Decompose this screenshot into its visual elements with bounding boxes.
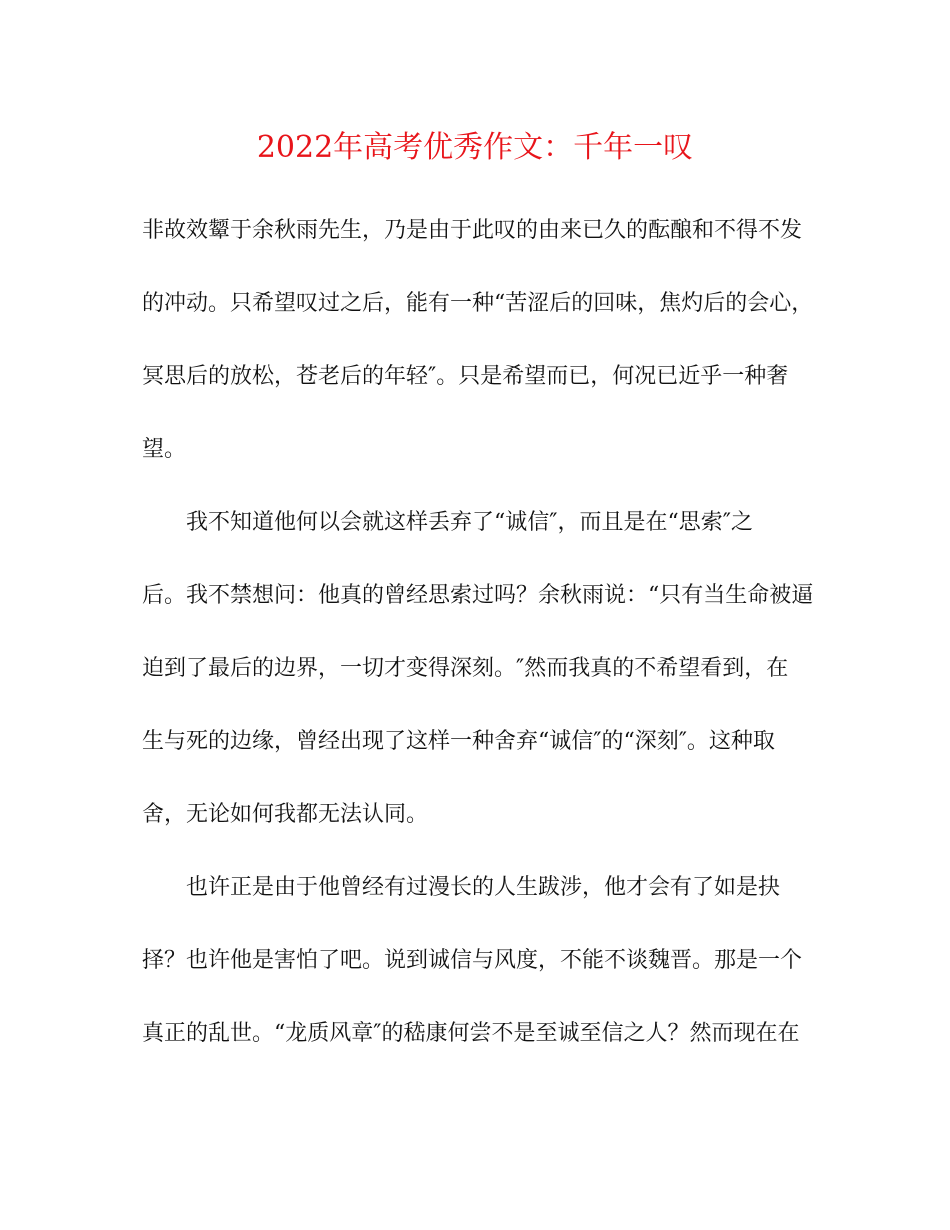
paragraph-1-line-4: 望。: [142, 437, 187, 462]
paragraph-2-line-3: 迫到了最后的边界，一切才变得深刻。″然而我真的不希望看到，在: [142, 656, 789, 681]
paragraph-3-line-1: 也许正是由于他曾经有过漫长的人生跋涉，他才会有了如是抉: [186, 875, 781, 900]
paragraph-2-line-2: 后。我不禁想问：他真的曾经思索过吗？余秋雨说：“只有当生命被逼: [142, 583, 814, 608]
paragraph-1-line-3: 冥思后的放松，苍老后的年轻″。只是希望而已，何况已近乎一种奢: [142, 364, 789, 389]
paragraph-2-line-1: 我不知道他何以会就这样丢弃了“诚信″，而且是在“思索″之: [186, 510, 753, 535]
paragraph-1-line-1: 非故效颦于余秋雨先生，乃是由于此叹的由来已久的酝酿和不得不发: [142, 218, 803, 243]
paragraph-3-line-3: 真正的乱世。“龙质风章″的嵇康何尝不是至诚至信之人？然而现在在: [142, 1021, 800, 1046]
document-title: 2022年高考优秀作文：千年一叹: [256, 130, 694, 165]
paragraph-3-line-2: 择？也许他是害怕了吧。说到诚信与风度，不能不谈魏晋。那是一个: [142, 948, 803, 973]
paragraph-2-line-4: 生与死的边缘，曾经出现了这样一种舍弃“诚信″的“深刻″。这种取: [142, 729, 775, 754]
paragraph-1-line-2: 的冲动。只希望叹过之后，能有一种“苦涩后的回味，焦灼后的会心，: [142, 291, 814, 316]
paragraph-2-line-5: 舍，无论如何我都无法认同。: [142, 802, 429, 827]
